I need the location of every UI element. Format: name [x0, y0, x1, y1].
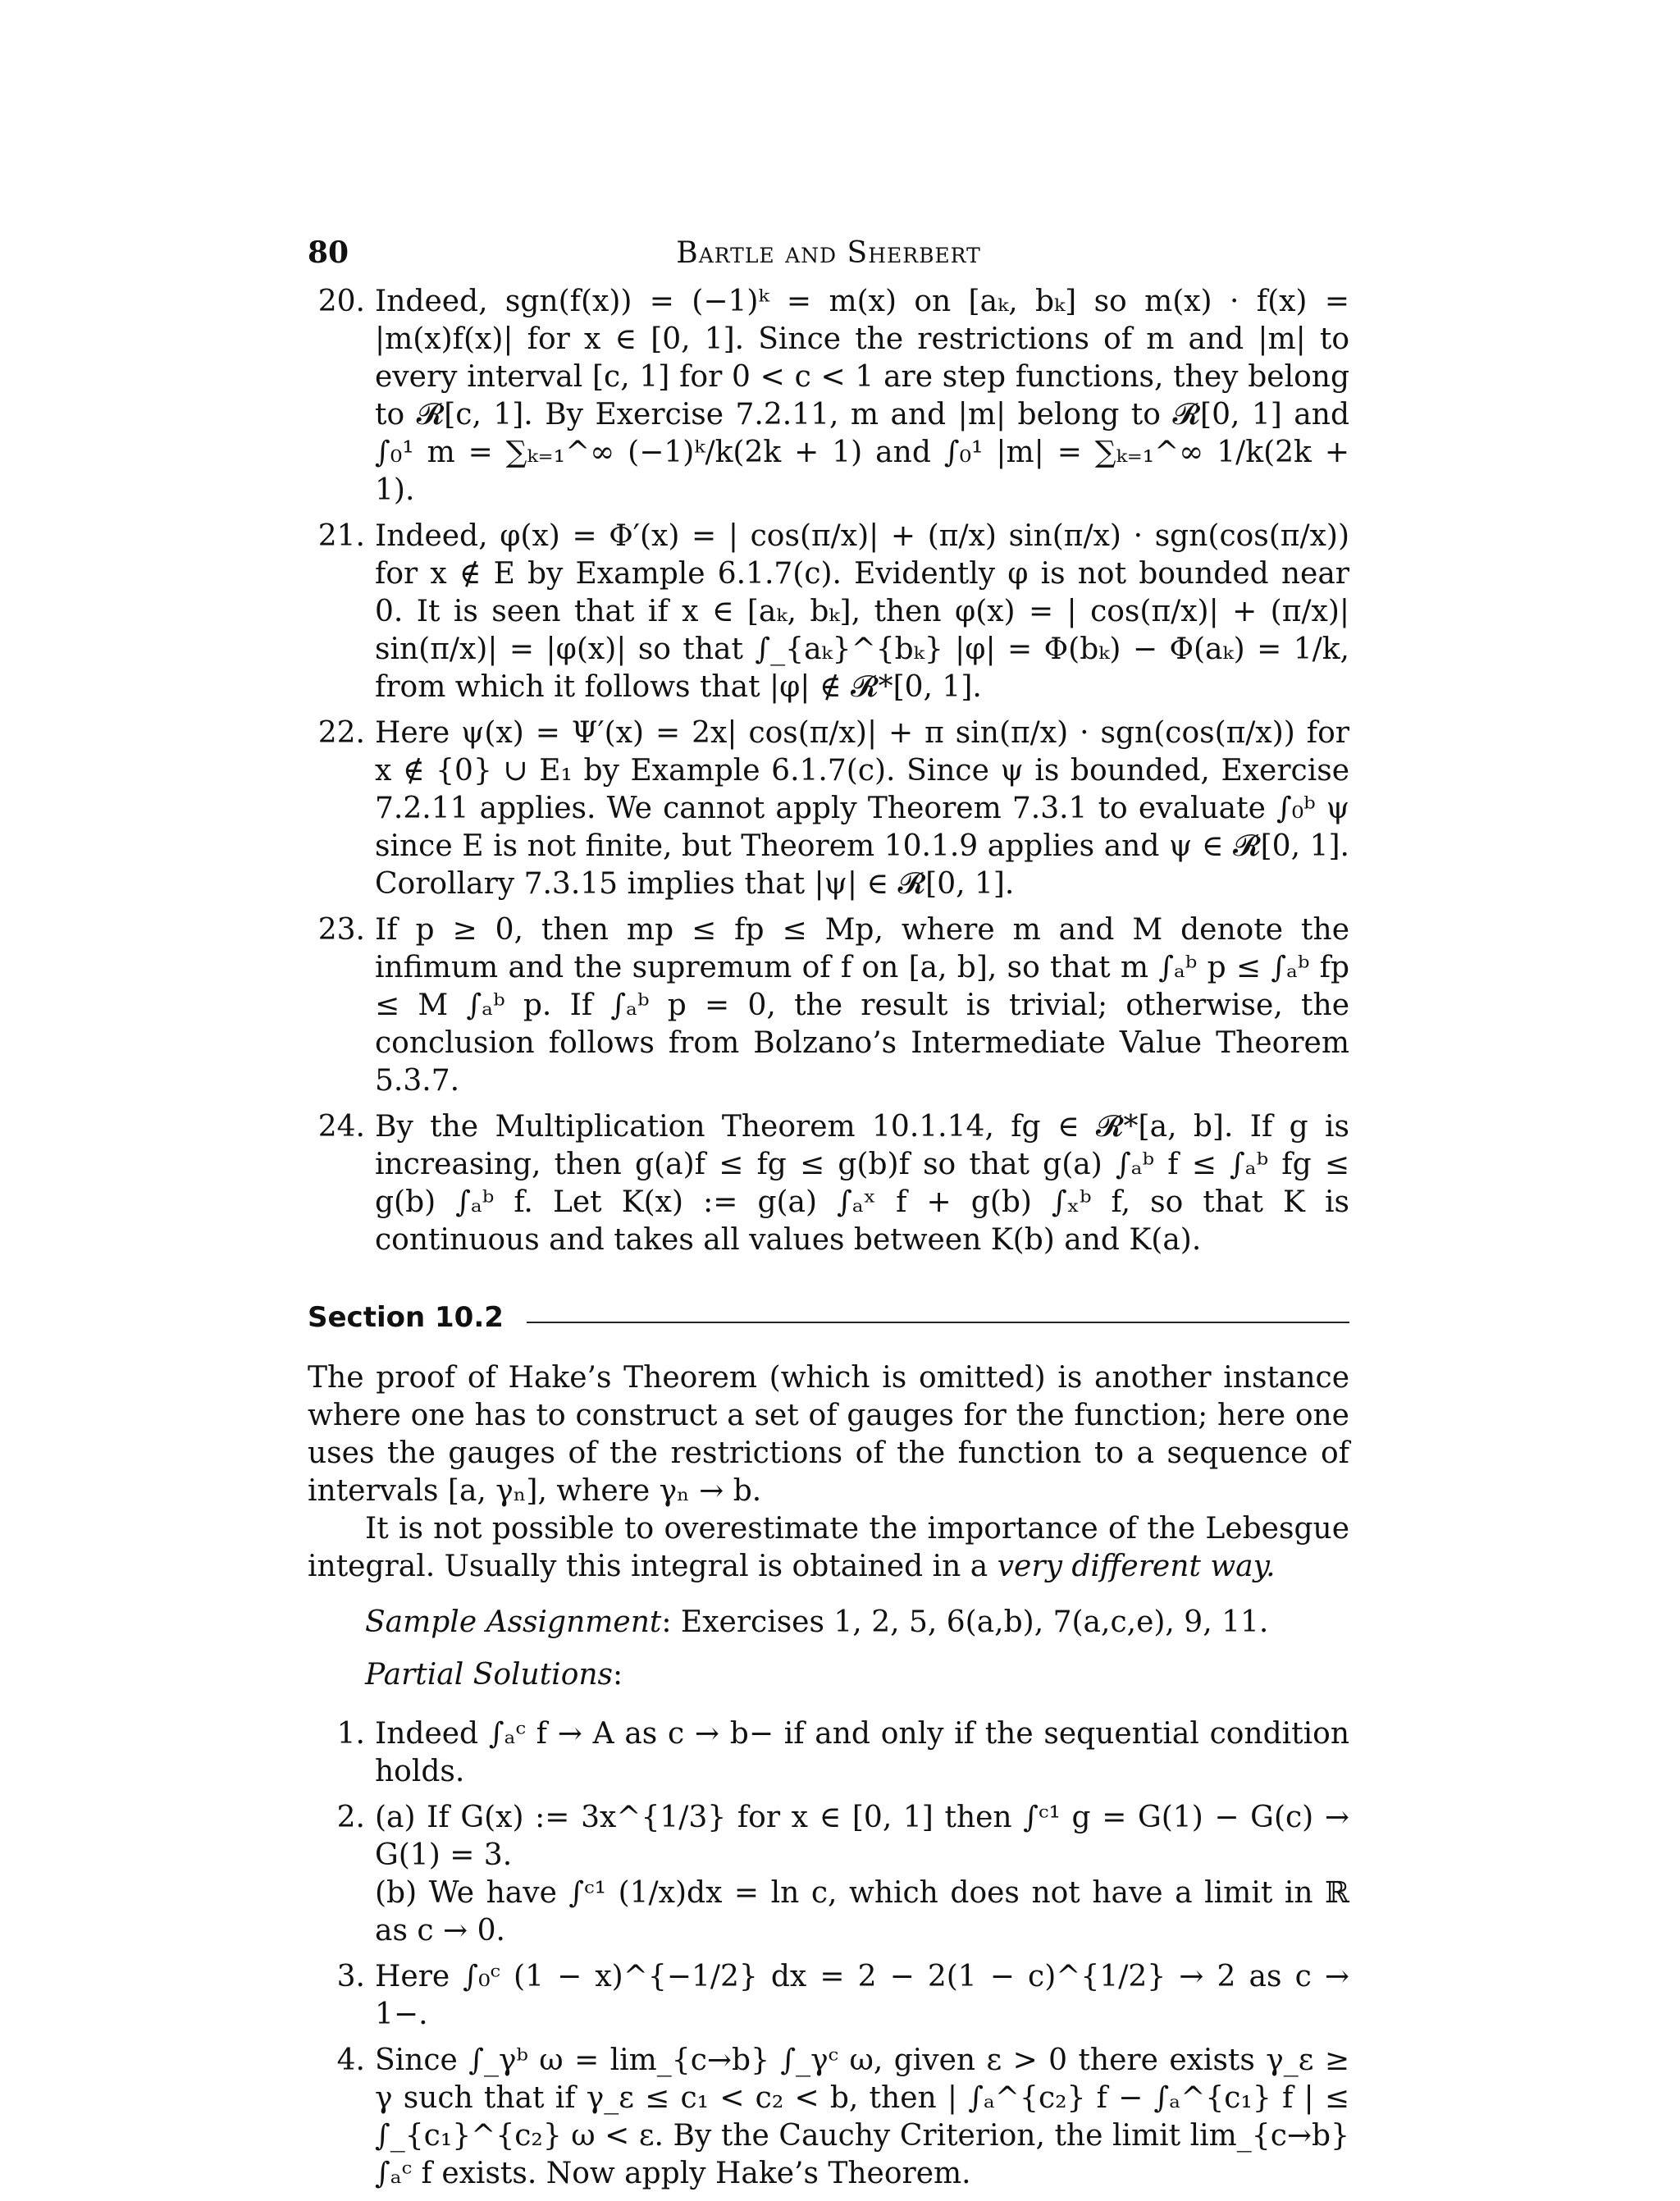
exercise-number: 20. — [317, 285, 365, 318]
exercise-item — [308, 1108, 1349, 1259]
partial-solutions-heading — [365, 1656, 1349, 1694]
section-heading — [308, 1299, 1349, 1336]
partial-solutions-colon: : — [613, 1658, 623, 1692]
assignment-text: : Exercises 1, 2, 5, 6(a,b), 7(a,c,e), 9, 11. — [661, 1605, 1269, 1639]
solution-number: 3. — [336, 1960, 365, 1993]
exercise-number: 21. — [317, 519, 365, 553]
exercise-number: 22. — [317, 716, 365, 750]
solution-list — [308, 1715, 1349, 2193]
solution-item — [308, 1958, 1349, 2034]
page-header — [308, 234, 1349, 272]
section-paragraph-2 — [308, 1510, 1349, 1586]
partial-solutions-label: Partial Solutions — [365, 1658, 614, 1692]
solution-item — [308, 1799, 1349, 1950]
exercise-text: If p ≥ 0, then mp ≤ fp ≤ Mp, where m and M denote the infimum and the supremum of f on [a, b], so that m ∫ₐᵇ p ≤ ∫ₐᵇ fp ≤ M ∫ₐᵇ p. If ∫ₐᵇ p = 0, the result is trivial; otherwise, the conclusion follows from Bolzano’s Intermediate Value Theorem 5.3.7. — [375, 913, 1349, 1098]
solution-number: 4. — [336, 2043, 365, 2077]
exercise-text: Here ψ(x) = Ψ′(x) = 2x| cos(π/x)| + π sin(π/x) · sgn(cos(π/x)) for x ∉ {0} ∪ E₁ by Example 6.1.7(c). Since ψ is bounded, Exercise 7.2.11 applies. We cannot apply Theorem 7.3.1 to evaluate ∫₀ᵇ ψ since E is not finite, but Theorem 10.1.9 applies and ψ ∈ 𝓡[0, 1]. Corollary 7.3.15 implies that |ψ| ∈ 𝓡[0, 1]. — [375, 716, 1349, 901]
exercise-number: 24. — [317, 1110, 365, 1144]
section-paragraph-1: The proof of Hake’s Theorem (which is omitted) is another instance where one has to construct a set of gauges for the function; here one uses the gauges of the restrictions of the function to a sequence of intervals [a, γₙ], where γₙ → b. — [308, 1361, 1349, 1508]
exercise-text: By the Multiplication Theorem 10.1.14, fg ∈ 𝓡*[a, b]. If g is increasing, then g(a)f ≤ fg ≤ g(b)f so that g(a) ∫ₐᵇ f ≤ ∫ₐᵇ fg ≤ g(b) ∫ₐᵇ f. Let K(x) := g(a) ∫ₐˣ f + g(b) ∫ₓᵇ f, so that K is continuous and takes all values between K(b) and K(a). — [375, 1110, 1349, 1257]
solution-number: 1. — [336, 1717, 365, 1751]
exercise-item — [308, 911, 1349, 1100]
solution-text: Here ∫₀ᶜ (1 − x)^{−1/2} dx = 2 − 2(1 − c)^{1/2} → 2 as c → 1−. — [375, 1960, 1349, 2031]
exercise-list-top — [308, 283, 1349, 1259]
solution-text: Since ∫_γᵇ ω = lim_{c→b} ∫_γᶜ ω, given ε > 0 there exists γ_ε ≥ γ such that if γ_ε ≤ c₁ < c₂ < b, then | ∫ₐ^{c₂} f − ∫ₐ^{c₁} f | ≤ ∫_{c₁}^{c₂} ω < ε. By the Cauchy Criterion, the limit lim_{c→b} ∫ₐᶜ f exists. Now apply Hake’s Theorem. — [375, 2043, 1349, 2190]
solution-item — [308, 2042, 1349, 2193]
solution-item — [308, 1715, 1349, 1791]
exercise-item — [308, 715, 1349, 903]
exercise-number: 23. — [317, 913, 365, 947]
section-title: Section 10.2 — [308, 1301, 504, 1334]
running-head: Bartle and Sherbert — [676, 236, 981, 270]
solution-text-block — [375, 1799, 1349, 1950]
page-number: 80 — [308, 235, 349, 270]
solution-text-cont: (b) We have ∫ᶜ¹ (1/x)dx = ln c, which does not have a limit in ℝ as c → 0. — [375, 1876, 1349, 1948]
exercise-text: Indeed, φ(x) = Φ′(x) = | cos(π/x)| + (π/x) sin(π/x) · sgn(cos(π/x)) for x ∉ E by Example 6.1.7(c). Evidently φ is not bounded near 0. It is seen that if x ∈ [aₖ, bₖ], then φ(x) = | cos(π/x)| + (π/x)| sin(π/x)| = |φ(x)| so that ∫_{aₖ}^{bₖ} |φ| = Φ(bₖ) − Φ(aₖ) = 1/k, from which it follows that |φ| ∉ 𝓡*[0, 1]. — [375, 519, 1349, 704]
exercise-text: Indeed, sgn(f(x)) = (−1)ᵏ = m(x) on [aₖ, bₖ] so m(x) · f(x) = |m(x)f(x)| for x ∈ [0, 1]. Since the restrictions of m and |m| to every interval [c, 1] for 0 < c < 1 are step functions, they belong to 𝓡[c, 1]. By Exercise 7.2.11, m and |m| belong to 𝓡[0, 1] and ∫₀¹ m = ∑ₖ₌₁^∞ (−1)ᵏ/k(2k + 1) and ∫₀¹ |m| = ∑ₖ₌₁^∞ 1/k(2k + 1). — [375, 285, 1349, 507]
solution-number: 2. — [336, 1801, 365, 1834]
paragraph-emphasis: very different way. — [997, 1550, 1276, 1583]
page-content — [308, 234, 1349, 2201]
solution-text: Indeed ∫ₐᶜ f → A as c → b− if and only if the sequential condition holds. — [375, 1717, 1349, 1788]
assignment-label: Sample Assignment — [365, 1605, 662, 1639]
exercise-item — [308, 518, 1349, 706]
paragraph-text: It is not possible to overestimate the importance of the Lebesgue integral. Usually this integral is obtained in a — [308, 1512, 1349, 1583]
exercise-item — [308, 283, 1349, 509]
solution-text: (a) If G(x) := 3x^{1/3} for x ∈ [0, 1] then ∫ᶜ¹ g = G(1) − G(c) → G(1) = 3. — [375, 1801, 1349, 1872]
section-rule — [527, 1322, 1349, 1323]
sample-assignment — [365, 1604, 1349, 1642]
